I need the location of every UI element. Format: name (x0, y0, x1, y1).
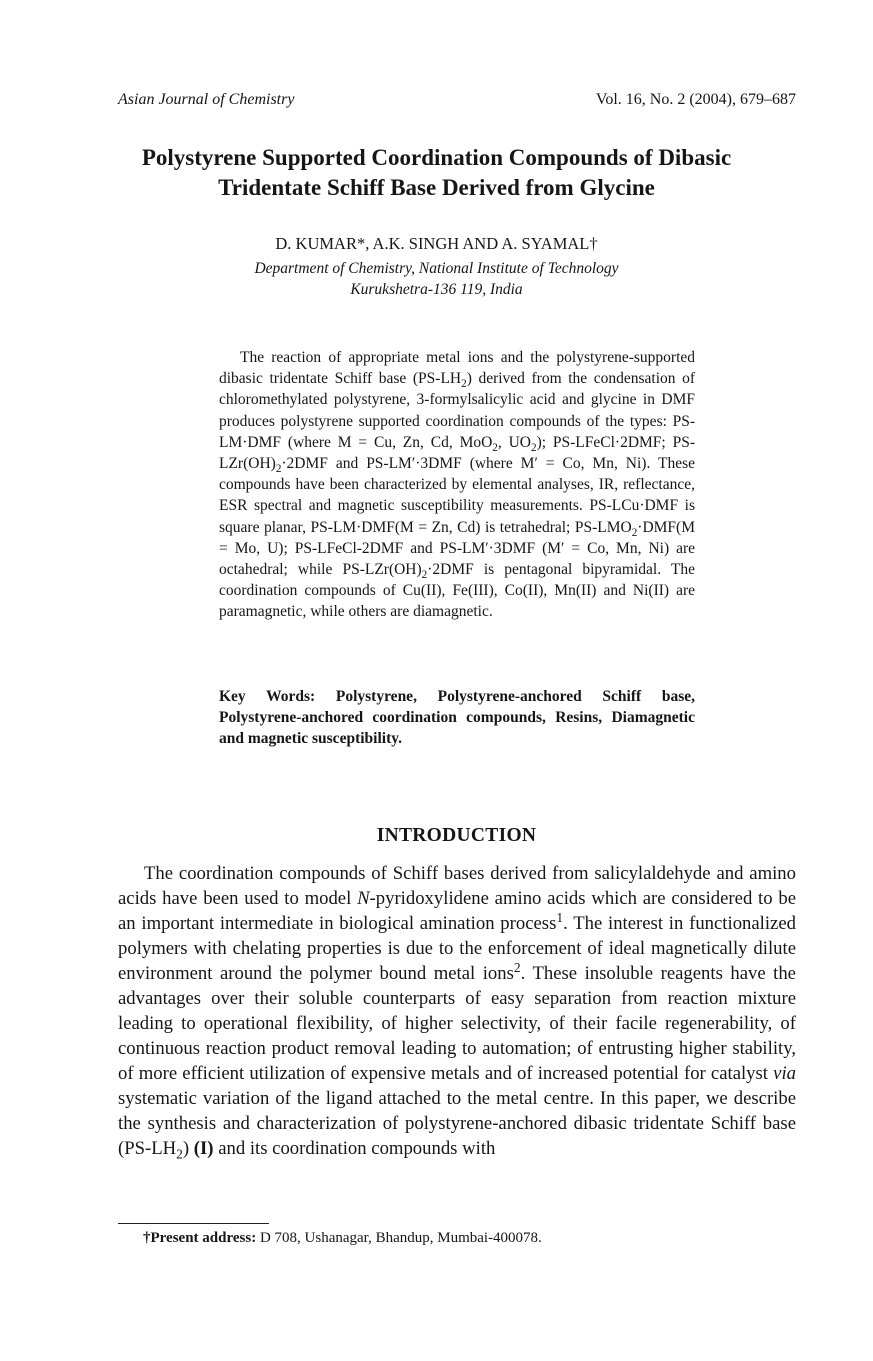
body-text: systematic variation of the ligand attached to the metal centre. In this paper, we describe the synthesis and characterization of polystyrene-anchored dibasic tridentate Schiff base (PS-LH (118, 1088, 796, 1159)
subscript: 2 (275, 463, 282, 476)
affiliation (60, 258, 813, 300)
subscript: 2 (176, 1146, 183, 1162)
journal-name: Asian Journal of Chemistry (118, 91, 295, 108)
abstract-text: , UO (497, 433, 531, 451)
subscript: 2 (492, 441, 498, 454)
abstract-text: The reaction of appropriate metal ions and the polystyrene-supported dibasic tridentate Schiff base (PS-LH (219, 349, 695, 388)
author-2-initial: A.K. S (372, 234, 418, 253)
subscript: 2 (421, 569, 428, 582)
citation-2: 2 (513, 959, 521, 975)
body-text: The coordination compounds of Schiff bases derived from salicylaldehyde and amino acids have been used to model (118, 863, 796, 909)
title-line-1: Polystyrene Supported Coordination Compounds of Dibasic (141, 145, 732, 170)
introduction-body (118, 861, 796, 1161)
italic-text: via (773, 1063, 796, 1084)
author-list (60, 234, 813, 254)
abstract-text: ); PS-LFeCl·2DMF; PS-LZr(OH) (219, 433, 695, 473)
affiliation-line-1: Department of Chemistry, National Institute of Technology (254, 260, 619, 277)
paper-title (60, 143, 813, 203)
body-text: . These insoluble reagents have the advantages over their soluble counterparts of easy separation from reaction mixture leading to operational flexibility, of higher selectivity, of their facile regenerability, of continuous reaction product removal leading to automation; of entrusting higher stability, of more efficient utilization of expensive metals and of increased potential for catalyst (118, 963, 796, 1084)
subscript: 2 (631, 526, 638, 539)
title-line-2: Tridentate Schiff Base Derived from Glycine (218, 175, 655, 200)
author-2-surname: INGH AND (417, 234, 499, 253)
author-1-surname: UMAR (307, 234, 357, 253)
author-1-initial: D. K (275, 234, 308, 253)
abstract-text: ) derived from the condensation of chloromethylated polystyrene, 3-formylsalicylic acid and glycine in DMF produces polystyrene supported coordination compounds of the types: PS-LM·DMF (where M = Cu, Zn, Cd, MoO (219, 370, 696, 451)
key-words: Key Words: Polystyrene, Polystyrene-anchored Schiff base, Polystyrene-anchored coordination compounds, Resins, Diamagnetic and magnetic susceptibility. (219, 688, 695, 747)
footnote (143, 1230, 542, 1247)
body-text: -pyridoxylidene amino acids which are considered to be an important intermediate in biological amination process (118, 888, 796, 934)
footnote-text: D 708, Ushanagar, Bhandup, Mumbai-400078. (256, 1230, 542, 1246)
citation-1: 1 (556, 909, 564, 925)
author-1-mark: *, (356, 234, 373, 253)
affiliation-line-2: Kurukshetra-136 119, India (350, 281, 523, 298)
abstract-text: ·2DMF and PS-LM′·3DMF (where M′ = Co, Mn, Ni). These compounds have been characterized by elemental analyses, IR, reflectance, ESR spectral and magnetic susceptibility measurements. PS-LCu·DMF is square planar, PS-LM·DMF(M = Zn, Cd) is tetrahedral; PS-LMO (219, 455, 695, 536)
subscript: 2 (531, 441, 537, 454)
author-3-mark: † (589, 234, 598, 253)
body-text: ) (182, 1138, 194, 1159)
abstract (219, 347, 695, 623)
author-3-surname: YAMAL (530, 234, 590, 253)
compound-label: (I) (193, 1138, 214, 1159)
body-text: and its coordination compounds with (213, 1138, 496, 1159)
abstract-text: ·2DMF is pentagonal bipyramidal. The coordination compounds of Cu(II), Fe(III), Co(II), Mn(II) and Ni(II) are paramagnetic, while others are diamagnetic. (219, 561, 696, 621)
author-3-initial: A. S (498, 234, 531, 253)
footnote-label: †Present address: (143, 1230, 257, 1246)
italic-text: N (357, 888, 370, 909)
abstract-text: ·DMF(M = Mo, U); PS-LFeCl-2DMF and PS-LM′·3DMF (M′ = Co, Mn, Ni) are octahedral; while PS-LZr(OH) (219, 518, 695, 579)
volume-info: Vol. 16, No. 2 (2004), 679–687 (595, 91, 796, 108)
subscript: 2 (461, 378, 467, 391)
footnote-divider (118, 1223, 269, 1224)
body-text: . The interest in functionalized polymers with chelating properties is due to the enforcement of ideal magnetically dilute environment around the polymer bound metal ions (118, 913, 796, 984)
introduction-heading: INTRODUCTION (376, 825, 537, 846)
